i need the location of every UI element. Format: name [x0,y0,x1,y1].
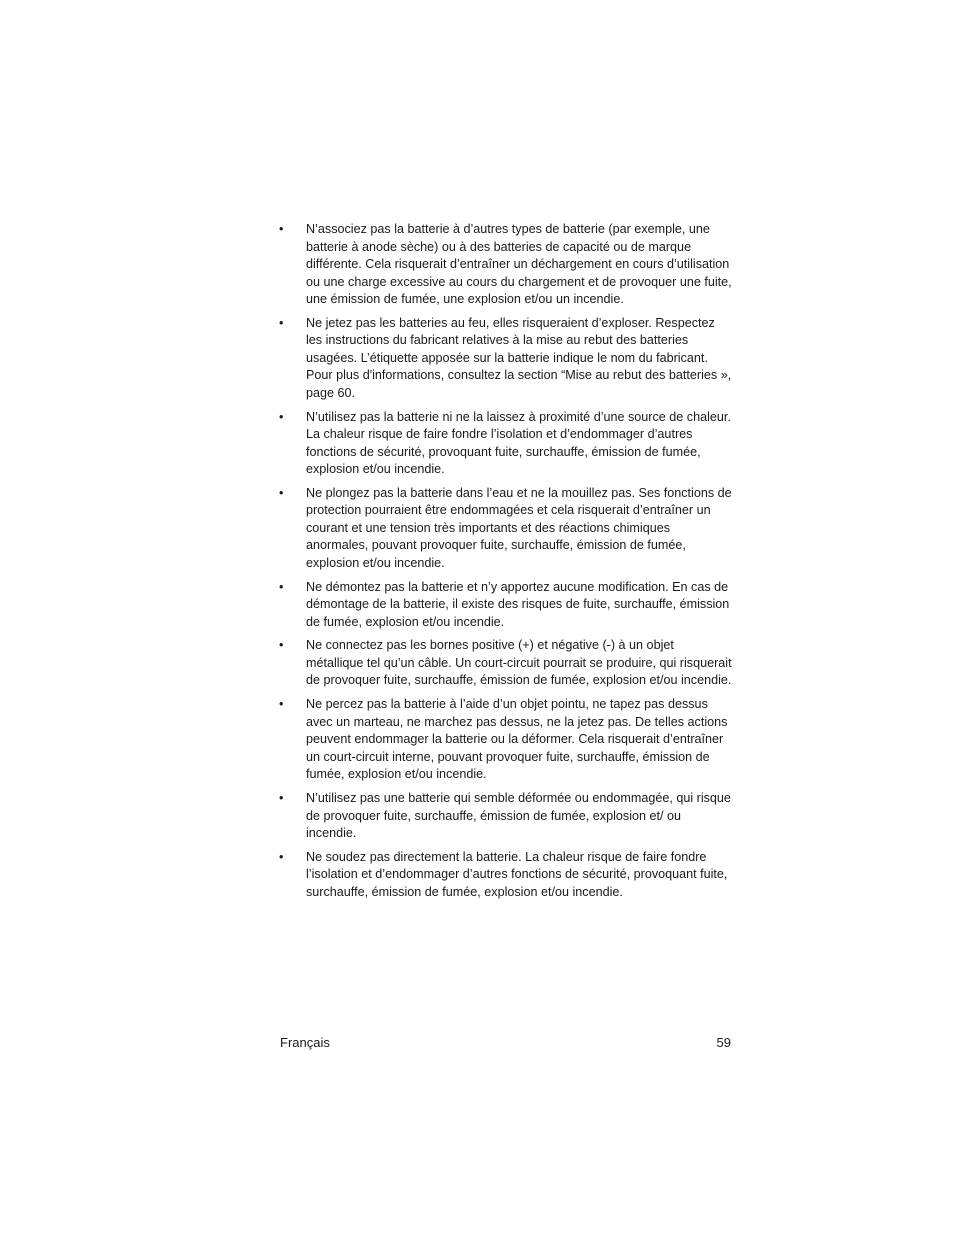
list-item [279,221,734,309]
bullet-icon: • [279,579,284,594]
bullet-icon: • [279,222,284,236]
list-item-text: Ne démontez pas la batterie et n’y apportez aucune modification. En cas de démontage de la batterie, il existe des risques de fuite, surchauffe, émission de fumée, explosion et/ou incendie. [306,579,730,629]
bullet-icon: • [279,409,284,424]
list-item [279,315,734,403]
list-item [279,637,734,690]
footer-language: Français [280,1035,330,1050]
page-number: 59 [716,1035,731,1050]
battery-safety-list [279,221,734,908]
list-item [279,849,734,902]
bullet-icon: • [279,638,284,653]
bullet-icon: • [279,315,284,330]
list-item [279,696,734,784]
list-item-text: Ne percez pas la batterie à l’aide d’un objet pointu, ne tapez pas dessus avec un marteau, ne marchez pas dessus, ne la jetez pas. De telles actions peuvent endommager la batterie ou la déformer. Cela risquerait d’entraîner un court-circuit interne, pouvant provoquer fuite, surchauffe, émission de fumée, explosion et/ou incendie. [306,697,728,782]
list-item-text: Ne jetez pas les batteries au feu, elles risqueraient d’exploser. Respectez les instructions du fabricant relatives à la mise au rebut des batteries usagées. L’étiquette apposée sur la batterie indique le nom du fabricant. Pour plus d'informations, consultez la section “Mise au rebut des batteries », page 60. [306,315,732,400]
list-item-text: Ne soudez pas directement la batterie. La chaleur risque de faire fondre l’isolation et d’endommager d’autres fonctions de sécurité, provoquant fuite, surchauffe, émission de fumée, explosion et/ou incendie. [306,849,728,899]
bullet-icon: • [279,849,284,864]
list-item [279,579,734,632]
list-item [279,790,734,843]
list-item-text: N’utilisez pas une batterie qui semble déformée ou endommagée, qui risque de provoquer fuite, surchauffe, émission de fumée, explosion et/ ou incendie. [306,791,731,841]
list-item [279,485,734,573]
bullet-icon: • [279,485,284,500]
list-item-text: N’associez pas la batterie à d’autres types de batterie (par exemple, une batterie à anode sèche) ou à des batteries de capacité ou de marque différente. Cela risquerait d’entraîner un déchargement en cours d’utilisation ou une charge excessive au cours du chargement et de provoquer une fuite, une émission de fumée, une explosion et/ou un incendie. [306,222,732,306]
list-item-text: Ne connectez pas les bornes positive (+) et négative (-) à un objet métallique tel qu’un câble. Un court-circuit pourrait se produire, qui risquerait de provoquer fuite, surchauffe, émission de fumée, explosion et/ou incendie. [306,638,732,688]
list-item [279,409,734,479]
list-item-text: N’utilisez pas la batterie ni ne la laissez à proximité d’une source de chaleur. La chaleur risque de faire fondre l’isolation et d’endommager d’autres fonctions de sécurité, provoquant fuite, surchauffe, émission de fumée, explosion et/ou incendie. [306,409,731,477]
list-item-text: Ne plongez pas la batterie dans l’eau et ne la mouillez pas. Ses fonctions de protection pourraient être endommagées et cela risquerait d’entraîner un courant et une tension très importants et des réactions chimiques anormales, pouvant provoquer fuite, surchauffe, émission de fumée, explosion et/ou incendie. [306,485,732,570]
bullet-icon: • [279,697,284,712]
bullet-icon: • [279,791,284,806]
